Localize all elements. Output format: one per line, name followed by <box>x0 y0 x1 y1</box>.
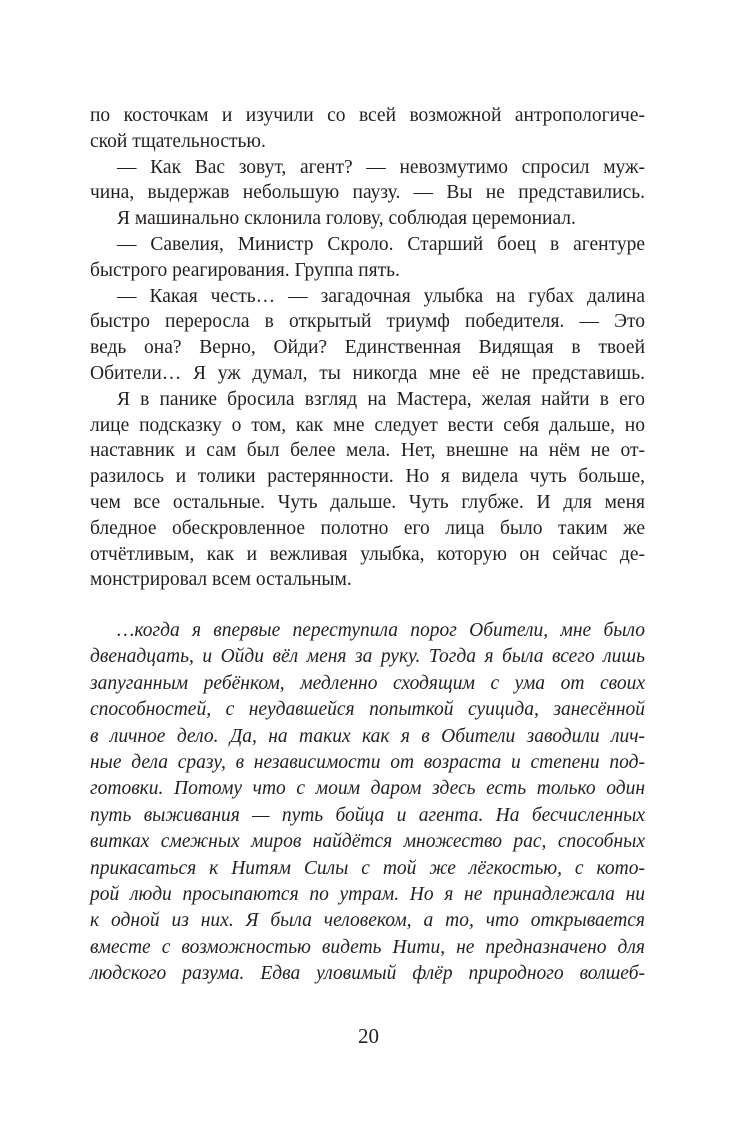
body-text-italic-flashback <box>90 618 645 987</box>
text-line: быстрого реагирования. Группа пять. <box>90 259 400 281</box>
text-line: запуганным ребёнком, медленно сходящим с ума от своих <box>90 672 645 694</box>
text-line: путь выживания — путь бойца и агента. На бесчисленных <box>90 804 645 826</box>
text-line: отчётливым, как и вежливая улыбка, которую он сейчас де- <box>90 543 645 565</box>
text-line: — Как Вас зовут, агент? — невозмутимо спросил муж- <box>117 156 645 178</box>
text-line: быстро переросла в открытый триумф победителя. — Это <box>90 311 645 333</box>
text-line: вместе с возможностью видеть Нити, не предназначено для <box>90 936 645 958</box>
text-line: ведь она? Верно, Ойди? Единственная Видящая в твоей <box>90 337 645 359</box>
text-line: — Савелия, Министр Скроло. Старший боец в агентуре <box>117 233 645 255</box>
text-line: чина, выдержав небольшую паузу. — Вы не представились. <box>90 182 645 204</box>
text-line: прикасаться к Нитям Силы с той же лёгкостью, с кото- <box>90 857 645 879</box>
text-line: к одной из них. Я была человеком, а то, что открывается <box>90 910 645 932</box>
text-line: Обители… Я уж думал, ты никогда мне её не представишь. <box>90 362 645 384</box>
text-line: — Какая честь… — загадочная улыбка на губах далина <box>117 285 645 307</box>
text-line: ской тщательностью. <box>90 130 266 152</box>
text-line: монстрировал всем остальным. <box>90 569 352 591</box>
text-line: способностей, с неудавшейся попыткой суицида, занесённой <box>90 699 645 721</box>
text-line: готовки. Потому что с моим даром здесь есть только один <box>90 778 645 800</box>
text-line: наставник и сам был белее мела. Нет, внешне на нём не от- <box>90 440 645 462</box>
page-number: 20 <box>358 1024 379 1048</box>
text-line: людского разума. Едва уловимый флёр природного волшеб- <box>90 963 645 985</box>
text-line: рой люди просыпаются по утрам. Но я не принадлежала ни <box>90 883 645 905</box>
text-line: двенадцать, и Ойди вёл меня за руку. Тогда я была всего лишь <box>90 646 645 668</box>
text-line: чем все остальные. Чуть дальше. Чуть глубже. И для меня <box>90 491 645 513</box>
body-text-regular <box>90 103 645 593</box>
text-line: Я в панике бросила взгляд на Мастера, желая найти в его <box>117 388 645 410</box>
text-line: …когда я впервые переступила порог Обители, мне было <box>117 620 645 641</box>
text-line: ные дела сразу, в независимости от возраста и степени под- <box>90 751 645 773</box>
text-line: разилось и толики растерянности. Но я видела чуть больше, <box>90 466 645 488</box>
text-line: по косточкам и изучили со всей возможной антропологиче- <box>90 105 645 126</box>
text-line: бледное обескровленное полотно его лица было таким же <box>90 517 645 539</box>
text-line: Я машинально склонила голову, соблюдая церемониал. <box>117 208 576 230</box>
text-line: лице подсказку о том, как мне следует вести себя дальше, но <box>90 414 645 436</box>
text-line: в личное дело. Да, на таких как я в Обители заводили лич- <box>90 725 645 747</box>
text-line: витках смежных миров найдётся множество рас, способных <box>90 831 645 853</box>
